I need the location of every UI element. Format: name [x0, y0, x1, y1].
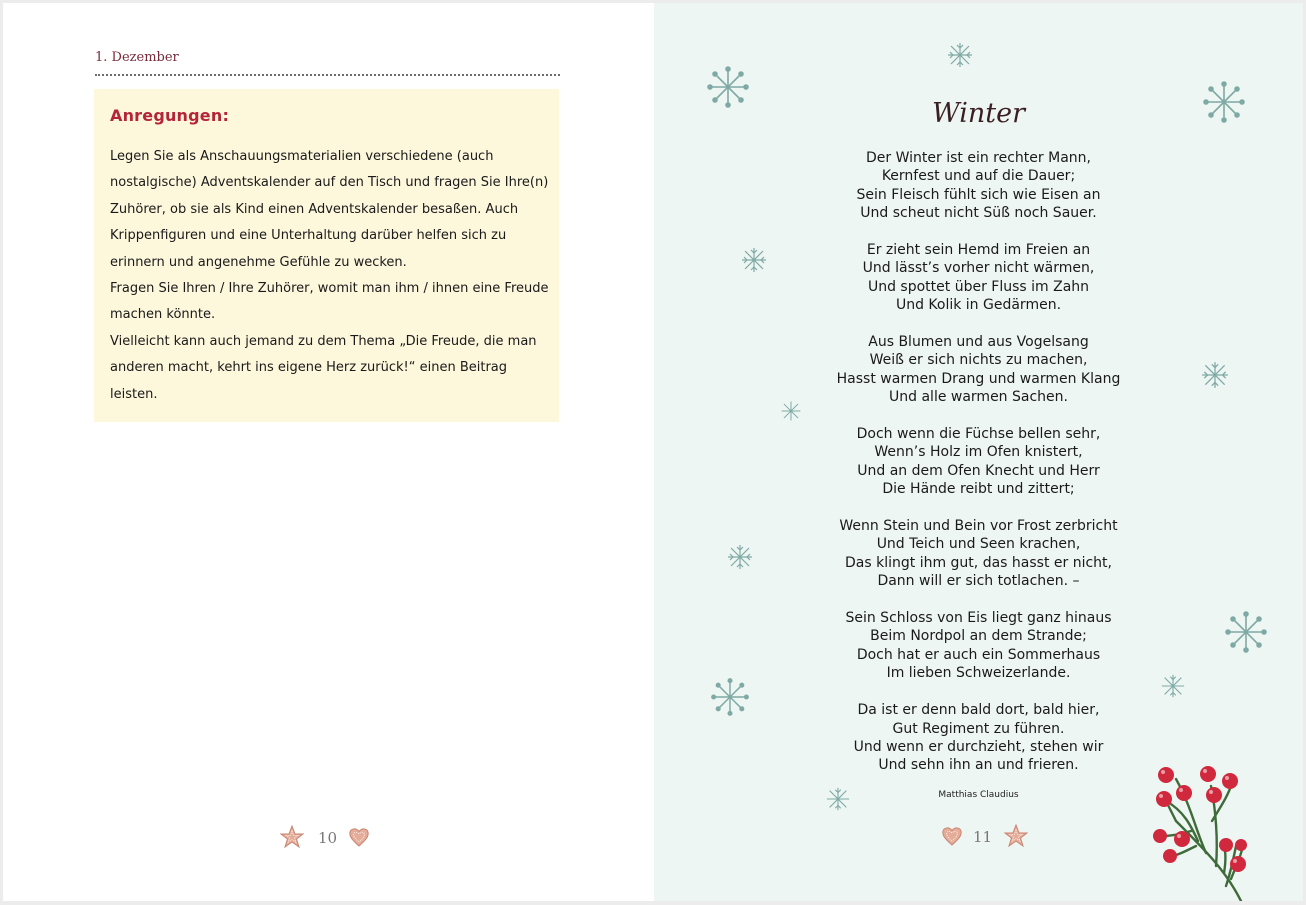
poem-line: Beim Nordpol an dem Strande;: [870, 628, 1087, 645]
poem-line: Dann will er sich totlachen. –: [877, 573, 1080, 590]
suggestion-paragraph: Vielleicht kann auch jemand zu dem Thema „Die Freude, die man anderen macht, kehrt ins eigene Herz zurück!“ einen Beitrag leisten.: [110, 333, 537, 402]
poem-stanza: [654, 609, 1303, 683]
snowflake-icon: [1200, 360, 1230, 390]
page-number-right: 11: [973, 828, 993, 846]
snowflake-icon: [825, 786, 851, 812]
poem-line: Und alle warmen Sachen.: [889, 389, 1068, 406]
poem-line: Und lässt’s vorher nicht wärmen,: [862, 260, 1095, 277]
poem-line: Die Hände reibt und zittert;: [882, 481, 1075, 498]
star-cookie-icon: [1004, 824, 1028, 848]
poem-line: Und an dem Ofen Knecht und Herr: [857, 462, 1100, 479]
poem-line: Im lieben Schweizerlande.: [886, 665, 1071, 682]
poem-line: Das klingt ihm gut, das hasst er nicht,: [845, 554, 1112, 571]
snowflake-icon: [710, 677, 750, 717]
poem-line: Wenn Stein und Bein vor Frost zerbricht: [839, 518, 1118, 535]
poem-line: Sein Schloss von Eis liegt ganz hinaus: [845, 610, 1112, 627]
snowflake-icon: [946, 41, 974, 69]
suggestions-title: Anregungen:: [110, 106, 230, 125]
star-cookie-icon: [280, 825, 304, 849]
dotted-divider: [95, 74, 560, 76]
snowflake-icon: [726, 543, 754, 571]
poem-line: Da ist er denn bald dort, bald hier,: [857, 702, 1100, 719]
poem-line: Doch wenn die Füchse bellen sehr,: [856, 426, 1101, 443]
snowflake-icon: [1160, 673, 1186, 699]
date-header: 1. Dezember: [95, 50, 179, 65]
poem-title: Winter: [931, 98, 1026, 129]
poem-line: Und Teich und Seen krachen,: [876, 536, 1081, 553]
poem-line: Und sehn ihn an und frieren.: [878, 757, 1079, 774]
poem-line: Er zieht sein Hemd im Freien an: [866, 242, 1091, 259]
snowflake-icon: [706, 65, 750, 109]
suggestions-box: [94, 89, 559, 422]
poem-line: Doch hat er auch ein Sommerhaus: [856, 646, 1101, 663]
snowflake-icon: [1224, 610, 1268, 654]
suggestion-paragraph: Legen Sie als Anschauungsmaterialien verschiedene (auch nostalgische) Adventskalender auf den Tisch und fragen Sie Ihre(n) Zuhörer, ob sie als Kind einen Adventskalender besaßen. Auch Krippenfiguren und eine Unterhaltung darüber helfen sich zu erinnern und angenehme Gefühle zu wecken.: [110, 149, 549, 270]
poem-line: Und wenn er durchzieht, stehen wir: [853, 738, 1104, 755]
suggestion-paragraph: Fragen Sie Ihren / Ihre Zuhörer, womit man ihm / ihnen eine Freude machen könnte.: [110, 281, 549, 323]
poem-line: Und Kolik in Gedärmen.: [895, 297, 1062, 314]
poem-line: Hasst warmen Drang und warmen Klang: [836, 370, 1121, 387]
heart-cookie-icon: [347, 825, 371, 849]
poem-stanza: [654, 425, 1303, 499]
holly-berry-branch-icon: [1146, 761, 1256, 901]
snowflake-icon: [780, 400, 802, 422]
poem-line: Kernfest und auf die Dauer;: [881, 168, 1076, 185]
snowflake-icon: [1202, 80, 1246, 124]
poem-line: Weiß er sich nichts zu machen,: [869, 352, 1088, 369]
poem-line: Wenn’s Holz im Ofen knistert,: [874, 444, 1083, 461]
heart-cookie-icon: [940, 824, 964, 848]
poem-author: Matthias Claudius: [938, 790, 1019, 800]
poem-line: Gut Regiment zu führen.: [892, 720, 1065, 737]
poem-line: Der Winter ist ein rechter Mann,: [866, 150, 1091, 166]
poem-line: Und spottet über Fluss im Zahn: [867, 278, 1090, 295]
poem-line: Und scheut nicht Süß noch Sauer.: [860, 205, 1097, 222]
snowflake-icon: [740, 246, 768, 274]
page-number-left: 10: [318, 829, 338, 847]
right-page: [654, 3, 1303, 901]
left-page: [3, 3, 654, 901]
suggestions-text: [110, 144, 550, 408]
poem-line: Sein Fleisch fühlt sich wie Eisen an: [856, 186, 1101, 203]
poem-line: Aus Blumen und aus Vogelsang: [868, 334, 1089, 351]
poem-stanza: [654, 149, 1303, 223]
